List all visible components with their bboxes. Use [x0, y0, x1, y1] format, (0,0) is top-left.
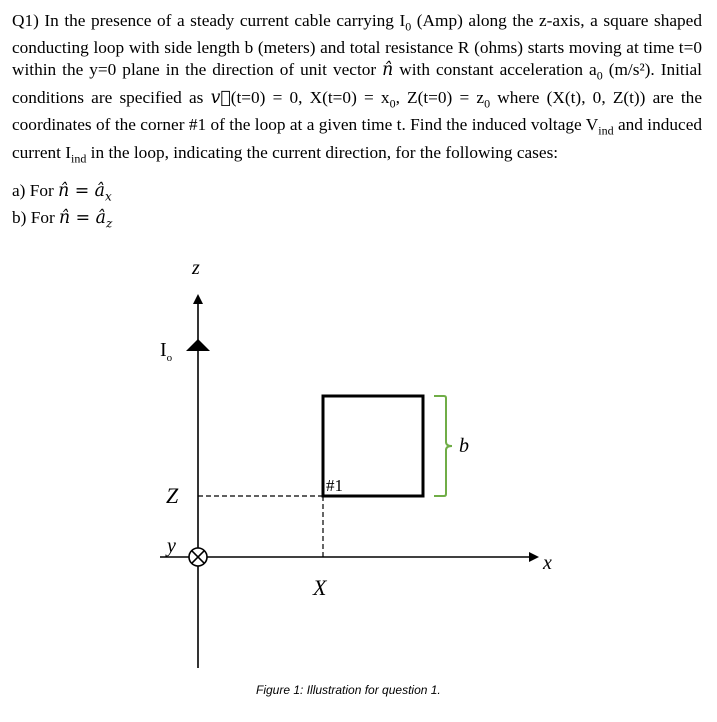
question-line: and induced current I — [12, 115, 702, 162]
part-b-subscript: z — [105, 216, 113, 231]
x0-subscript: 0 — [389, 96, 396, 111]
z-position-label: Z — [166, 483, 179, 508]
iind-subscript: ind — [71, 151, 87, 166]
x-position-label: X — [313, 575, 327, 600]
a0-subscript: 0 — [596, 68, 603, 83]
i0-subscript: 0 — [405, 19, 412, 34]
y-axis-label: y — [167, 535, 176, 557]
part-a-equation: n̂ = â — [58, 181, 105, 201]
figure-caption: Figure 1: Illustration for question 1. — [256, 683, 441, 697]
side-length-brace — [434, 396, 452, 496]
part-b-equation: n̂ = â — [59, 208, 106, 229]
question-line: (m/s²). Initial conditions are specified as — [12, 60, 702, 107]
question-line: , Z(t=0) = z — [395, 87, 485, 107]
n-hat-symbol: n̂ — [382, 60, 394, 81]
question-line: (t=0) = 0, X(t=0) = x — [230, 87, 390, 107]
vind-subscript: ind — [598, 123, 614, 138]
part-a-prefix: a) For — [12, 181, 59, 200]
question-line: with constant acceleration a — [393, 60, 597, 80]
question-line: (Amp) along the z-axis, a square shaped conducting loop with side length b (meters) and total resistance R (ohms) starts moving at time t=0 within the y=0 plane in the direction of unit vector — [12, 11, 702, 80]
current-direction-arrow — [186, 339, 210, 351]
part-a-subscript: x — [104, 189, 112, 204]
v-vector-symbol: v⃗ — [210, 87, 231, 108]
question-line: Q1) In the presence of a steady current cable carrying I — [12, 11, 406, 30]
z0-subscript: 0 — [484, 96, 491, 111]
z-axis-label: z — [192, 257, 200, 279]
question-line: in the loop, indicating the current direction, for the following cases: — [86, 142, 559, 162]
x-axis-label: x — [543, 552, 552, 574]
corner-1-label: #1 — [326, 476, 343, 495]
part-b-prefix: b) For — [12, 208, 60, 228]
current-label: $I_o$ — [160, 339, 173, 364]
question-line: where (X(t), 0, Z(t)) are the coordinates of the corner #1 of the loop at a given time t. Find the induced voltage V — [12, 87, 702, 135]
side-length-label: b — [459, 435, 469, 457]
